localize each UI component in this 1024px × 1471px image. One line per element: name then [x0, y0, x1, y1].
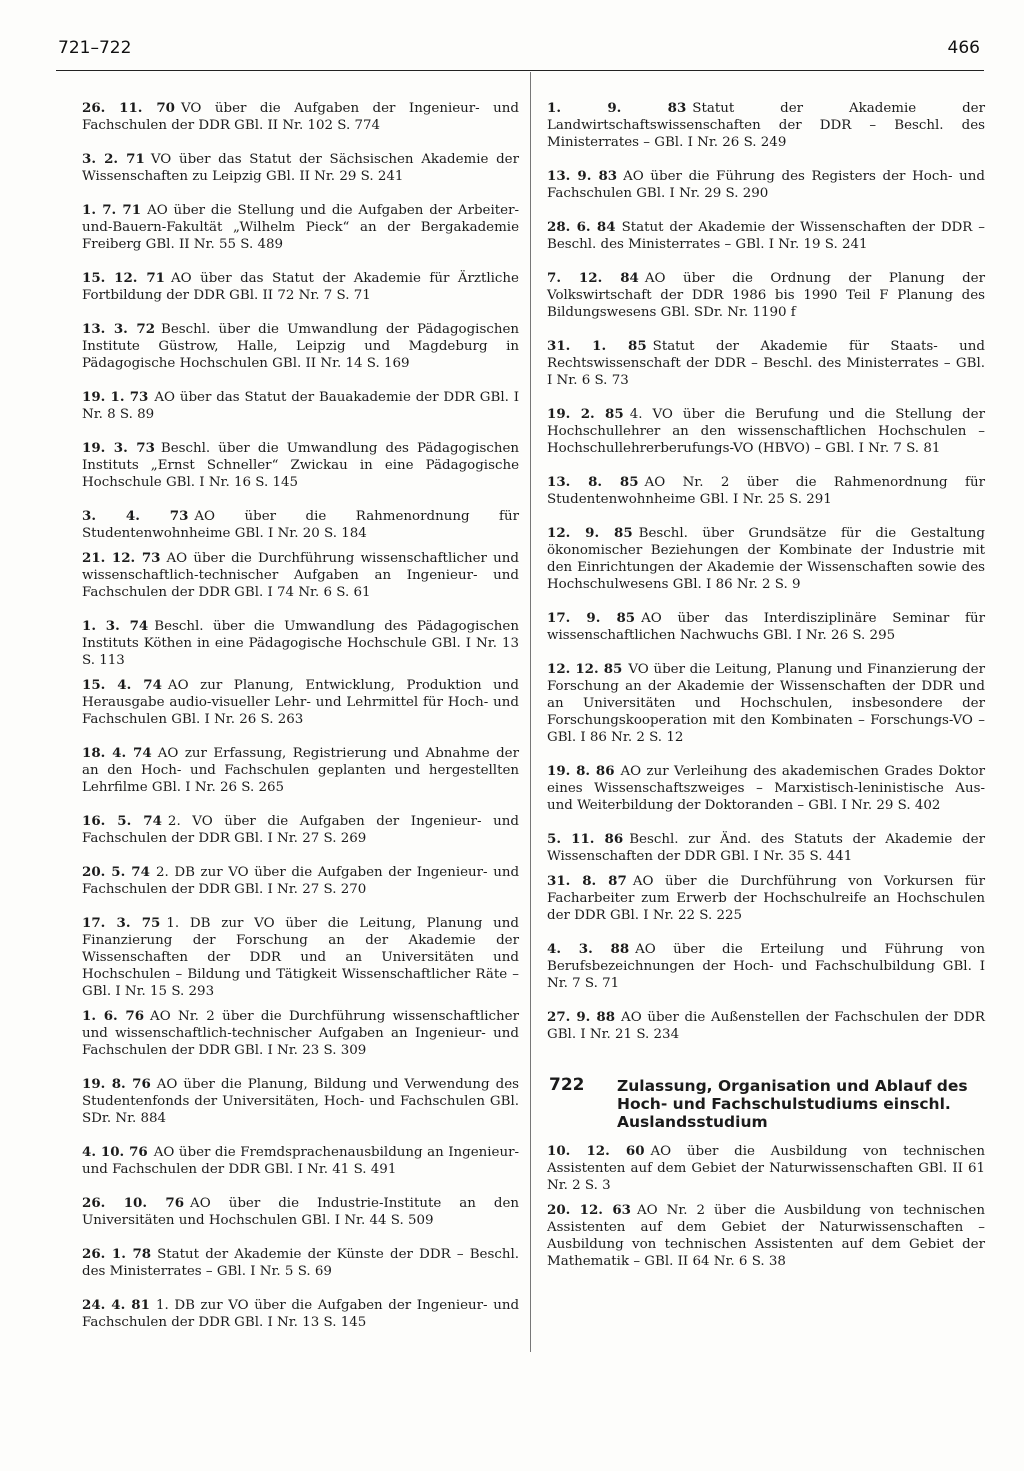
entry-date: 18. 4. 74 [82, 745, 152, 761]
list-item [82, 1008, 519, 1059]
entry-date: 4. 3. 88 [547, 941, 630, 957]
entry-text: Statut der Akademie der Wissenschaften der DDR – Beschl. des Ministerrates – GBl. I Nr. 19 S. 241 [547, 220, 985, 252]
entry-date: 20. 12. 63 [547, 1202, 631, 1218]
entry-text: AO zur Verleihung des akademischen Grades Doktor eines Wissenschaftszweiges – Marxistisch-leninistische Aus- und Weiterbildung der Doktoranden – GBl. I Nr. 29 S. 402 [547, 764, 985, 813]
section-title: Zulassung, Organisation und Ablauf des Hoch- und Fachschulstudiums einschl. Auslandsstudium [617, 1077, 968, 1131]
list-item [82, 202, 519, 253]
entry-date: 26. 10. 76 [82, 1195, 185, 1211]
list-item [82, 677, 519, 728]
list-item [82, 1076, 519, 1127]
list-item [547, 873, 985, 924]
entry-text: Beschl. über Grundsätze für die Gestaltung ökonomischer Beziehungen der Kombinate der Industrie mit den Einrichtungen der Akademie der Wissenschaften sowie des Hochschulwesens GBl. I 86 Nr. 2 S. 9 [547, 526, 985, 592]
right-column [547, 100, 985, 1287]
entry-text: AO über das Statut der Akademie für Ärztliche Fortbildung der DDR GBl. II 72 Nr. 7 S. 71 [82, 271, 519, 303]
section-number: 722 [549, 1075, 585, 1095]
list-item [82, 389, 519, 423]
list-item [82, 1297, 519, 1331]
entry-text: AO über die Durchführung wissenschaftlicher und wissenschaftlich-technischer Aufgaben an Ingenieur- und Fachschulen der DDR GBl. I 74 Nr. 6 S. 61 [82, 551, 519, 600]
list-item [82, 864, 519, 898]
entry-date: 1. 9. 83 [547, 100, 687, 116]
entry-text: AO über das Statut der Bauakademie der DDR GBl. I Nr. 8 S. 89 [82, 390, 520, 422]
list-item [547, 1009, 985, 1043]
list-item [82, 550, 519, 601]
entry-text: AO über die Fremdsprachenausbildung an Ingenieur- und Fachschulen der DDR GBl. I Nr. 41 S. 491 [82, 1145, 519, 1177]
entry-text: VO über die Aufgaben der Ingenieur- und Fachschulen der DDR GBl. II Nr. 102 S. 774 [82, 101, 519, 133]
entry-text: AO über die Durchführung von Vorkursen für Facharbeiter zum Erwerb der Hochschulreife an Hochschulen der DDR GBl. I Nr. 22 S. 225 [547, 874, 986, 923]
list-item [547, 338, 985, 389]
entry-date: 13. 3. 72 [82, 321, 156, 337]
entry-text: AO zur Erfassung, Registrierung und Abnahme der an den Hoch- und Fachschulen geplanten und hergestellten Lehrfilme GBl. I Nr. 26 S. 265 [82, 746, 519, 795]
entry-date: 13. 8. 85 [547, 474, 639, 490]
page-number: 466 [947, 38, 980, 58]
entry-text: Beschl. zur Änd. des Statuts der Akademie der Wissenschaften der DDR GBl. I Nr. 35 S. 441 [547, 832, 985, 864]
entry-date: 31. 8. 87 [547, 873, 627, 889]
entry-date: 15. 12. 71 [82, 270, 165, 286]
entry-text: Beschl. über die Umwandlung der Pädagogischen Institute Güstrow, Halle, Leipzig und Magdeburg in Pädagogische Hochschulen GBl. II Nr. 14 S. 169 [82, 322, 519, 371]
list-item [82, 1246, 519, 1280]
entry-text: 2. VO über die Aufgaben der Ingenieur- und Fachschulen der DDR GBl. I Nr. 27 S. 269 [82, 814, 519, 846]
entry-date: 16. 5. 74 [82, 813, 162, 829]
entry-date: 12. 12. 85 [547, 661, 623, 677]
entry-date: 1. 3. 74 [82, 618, 149, 634]
entry-text: AO über das Interdisziplinäre Seminar für wissenschaftlichen Nachwuchs GBl. I Nr. 26 S. 295 [547, 611, 985, 643]
entry-date: 10. 12. 60 [547, 1143, 645, 1159]
list-item [547, 219, 985, 253]
entry-text: AO über die Außenstellen der Fachschulen der DDR GBl. I Nr. 21 S. 234 [547, 1010, 985, 1042]
list-item [82, 745, 519, 796]
list-item [82, 508, 519, 542]
entry-date: 19. 3. 73 [82, 440, 155, 456]
entry-date: 17. 9. 85 [547, 610, 636, 626]
list-item [82, 151, 519, 185]
list-item [547, 406, 985, 457]
list-item [547, 661, 985, 746]
entry-text: 4. VO über die Berufung und die Stellung der Hochschullehrer an den wissenschaftlichen Hochschulen – Hochschullehrerberufungs-VO (HBVO) – GBl. I Nr. 7 S. 81 [547, 407, 986, 456]
entry-date: 3. 4. 73 [82, 508, 189, 524]
entry-text: Beschl. über die Umwandlung des Pädagogischen Instituts „Ernst Schneller“ Zwickau in eine Pädagogische Hochschule GBl. I Nr. 16 S. 145 [82, 441, 519, 490]
entry-text: 2. DB zur VO über die Aufgaben der Ingenieur- und Fachschulen der DDR GBl. I Nr. 27 S. 270 [82, 865, 520, 897]
entry-text: 1. DB zur VO über die Aufgaben der Ingenieur- und Fachschulen der DDR GBl. I Nr. 13 S. 145 [82, 1298, 520, 1330]
entry-date: 17. 3. 75 [82, 915, 161, 931]
entry-text: AO über die Ordnung der Planung der Volkswirtschaft der DDR 1986 bis 1990 Teil F Planung des Bildungswesens GBl. SDr. Nr. 1190 f [547, 271, 985, 320]
entry-date: 3. 2. 71 [82, 151, 145, 167]
entry-date: 19. 8. 76 [82, 1076, 151, 1092]
list-item [547, 610, 985, 644]
list-item [82, 440, 519, 491]
list-item [82, 321, 519, 372]
list-item [547, 1202, 985, 1270]
entry-text: AO über die Rahmenordnung für Studentenwohnheime GBl. I Nr. 20 S. 184 [82, 509, 519, 541]
entry-text: AO zur Planung, Entwicklung, Produktion und Herausgabe audio-visueller Lehr- und Lehrmittel für Hoch- und Fachschulen GBl. I Nr. 26 S. 263 [82, 678, 519, 727]
entry-text: AO über die Industrie-Institute an den Universitäten und Hochschulen GBl. I Nr. 44 S. 509 [82, 1196, 519, 1228]
entry-text: AO über die Ausbildung von technischen Assistenten auf dem Gebiet der Naturwissenschaften GBl. II 61 Nr. 2 S. 3 [547, 1144, 985, 1193]
entry-date: 26. 11. 70 [82, 100, 175, 116]
list-item [547, 100, 985, 151]
entry-date: 28. 6. 84 [547, 219, 616, 235]
entry-text: Beschl. über die Umwandlung des Pädagogischen Instituts Köthen in eine Pädagogische Hochschule GBl. I Nr. 13 S. 113 [82, 619, 519, 668]
entry-date: 13. 9. 83 [547, 168, 618, 184]
entry-text: AO über die Planung, Bildung und Verwendung des Studentenfonds der Universitäten, Hoch- und Fachschulen GBl. SDr. Nr. 884 [82, 1077, 519, 1126]
entry-text: Statut der Akademie der Künste der DDR – Beschl. des Ministerrates – GBl. I Nr. 5 S. 69 [82, 1247, 520, 1279]
entry-date: 19. 1. 73 [82, 389, 149, 405]
entry-text: VO über das Statut der Sächsischen Akademie der Wissenschaften zu Leipzig GBl. II Nr. 29 S. 241 [82, 152, 519, 184]
entry-text: Statut der Akademie der Landwirtschaftswissenschaften der DDR – Beschl. des Ministerrates – GBl. I Nr. 26 S. 249 [547, 101, 985, 150]
entry-date: 19. 2. 85 [547, 406, 624, 422]
entry-date: 24. 4. 81 [82, 1297, 150, 1313]
list-item [547, 270, 985, 321]
entry-date: 4. 10. 76 [82, 1144, 148, 1160]
entry-text: AO Nr. 2 über die Ausbildung von technischen Assistenten auf dem Gebiet der Naturwissenschaften – Ausbildung von technischen Assistenten auf dem Gebiet der Mathematik – GBl. II 64 Nr. 6 S. 38 [547, 1203, 985, 1269]
entry-date: 27. 9. 88 [547, 1009, 616, 1025]
list-item [82, 813, 519, 847]
list-item [82, 100, 519, 134]
entry-text: AO über die Stellung und die Aufgaben der Arbeiter-und-Bauern-Fakultät „Wilhelm Pieck“ an der Bergakademie Freiberg GBl. II Nr. 55 S. 489 [82, 203, 519, 252]
page-header [56, 30, 984, 71]
entry-date: 26. 1. 78 [82, 1246, 152, 1262]
entry-text: AO Nr. 2 über die Durchführung wissenschaftlicher und wissenschaftlich-technischer Aufgaben an Ingenieur- und Fachschulen der DDR GBl. I Nr. 23 S. 309 [82, 1009, 519, 1058]
entry-text: VO über die Leitung, Planung und Finanzierung der Forschung an der Akademie der Wissenschaften der DDR und an Universitäten und Hochschulen, insbesondere der Forschungskooperation mit den Kombinaten – Forschungs-VO – GBl. I 86 Nr. 2 S. 12 [547, 662, 985, 745]
list-item [547, 168, 985, 202]
entry-text: Statut der Akademie für Staats- und Rechtswissenschaft der DDR – Beschl. des Ministerrates – GBl. I Nr. 6 S. 73 [547, 339, 986, 388]
page-section-range: 721–722 [58, 38, 132, 58]
left-column [82, 100, 519, 1348]
list-item [547, 525, 985, 593]
entry-date: 20. 5. 74 [82, 864, 150, 880]
entry-date: 12. 9. 85 [547, 525, 633, 541]
entry-text: 1. DB zur VO über die Leitung, Planung und Finanzierung der Forschung an der Akademie der Wissenschaften der DDR und an Universitäten und Hochschulen – Bildung und Tätigkeit Wissenschaftlicher Räte – GBl. I Nr. 15 S. 293 [82, 916, 519, 999]
list-item [547, 831, 985, 865]
list-item [547, 763, 985, 814]
list-item [82, 270, 519, 304]
entry-date: 1. 6. 76 [82, 1008, 145, 1024]
entry-text: AO Nr. 2 über die Rahmenordnung für Studentenwohnheime GBl. I Nr. 25 S. 291 [547, 475, 986, 507]
entry-text: AO über die Erteilung und Führung von Berufsbezeichnungen der Hoch- und Fachschulbildung GBl. I Nr. 7 S. 71 [547, 942, 985, 991]
list-item [547, 941, 985, 992]
entry-date: 31. 1. 85 [547, 338, 647, 354]
entry-date: 1. 7. 71 [82, 202, 142, 218]
entry-date: 19. 8. 86 [547, 763, 615, 779]
list-item [547, 1143, 985, 1194]
entry-date: 7. 12. 84 [547, 270, 639, 286]
list-item [82, 618, 519, 669]
entry-date: 5. 11. 86 [547, 831, 624, 847]
entry-date: 21. 12. 73 [82, 550, 161, 566]
column-divider [530, 72, 531, 1352]
list-item [82, 915, 519, 1000]
entry-date: 15. 4. 74 [82, 677, 162, 693]
entry-text: AO über die Führung des Registers der Hoch- und Fachschulen GBl. I Nr. 29 S. 290 [547, 169, 985, 201]
list-item [82, 1144, 519, 1178]
list-item [82, 1195, 519, 1229]
list-item [547, 474, 985, 508]
section-heading [547, 1077, 985, 1137]
